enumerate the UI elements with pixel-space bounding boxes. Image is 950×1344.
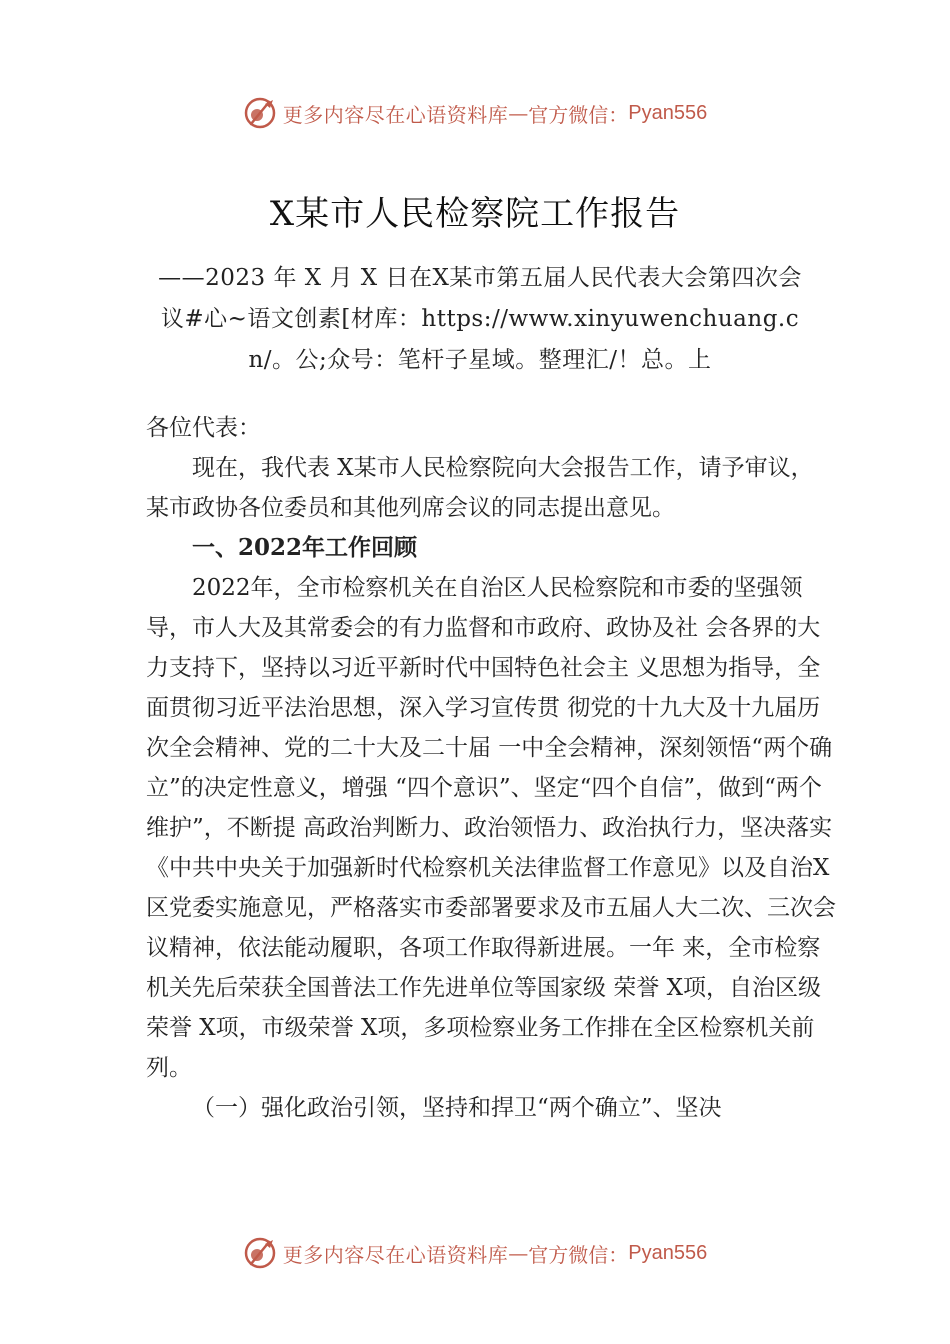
document-subtitle: ——2023 年 X 月 X 日在X某市第五届人民代表大会第四次会议#心~语文创素[材库：https://www.xinyuwenchuang.cn/。公;众号：笔杆子星域。整理汇/！总。上 xyxy=(158,265,802,373)
section-paragraph: 2022年，全市检察机关在自治区人民检察院和市委的坚强领导，市人大及其常委会的有力监督和市政府、政协及社 会各界的大力支持下，坚持以习近平新时代中国特色社会主 义思想为指导，全面贯彻习近平法治思想，深入学习宣传贯 彻党的十九大及十九届历次全会精神、党的二十大及二十届 一中全会精神，深刻领悟“两个确立”的决定性意义，增强 “四个意识”、坚定“四个自信”，做到“两个维护”，不断提 高政治判断力、政治领悟力、政治执行力，坚决落实《中共中央关于加强新时代检察机关法律监督工作意见》以及自治X区党委实施意见，严格落实市委部署要求及市五届人大二次、三次会议精神，依法能动履职，各项工作取得新进展。一年 来，全市检察机关先后荣获全国普法工作先进单位等国家级 荣誉 X项，自治区级荣誉 X项，市级荣誉 X项，多项检察业务工作排在全区检察机关前列。 xyxy=(146,575,836,1081)
footer-banner xyxy=(0,1236,950,1270)
quill-logo-icon xyxy=(243,96,277,130)
intro-paragraph: 现在，我代表 X某市人民检察院向大会报告工作，请予审议，某市政协各位委员和其他列席会议的同志提出意见。 xyxy=(146,455,814,521)
banner-text: 更多内容尽在心语资料库 xyxy=(282,1242,509,1267)
quill-logo-icon xyxy=(243,1236,277,1270)
banner-wechat-id: Pyan556 xyxy=(628,1241,708,1264)
banner-wechat-id: Pyan556 xyxy=(628,101,708,124)
salutation: 各位代表： xyxy=(146,415,261,441)
document-title: X某市人民检察院工作报告 xyxy=(269,194,681,234)
document-body xyxy=(146,408,836,1128)
banner-separator: — xyxy=(508,1241,529,1265)
banner-text: 更多内容尽在心语资料库 xyxy=(282,102,509,127)
banner-wechat-label: 官方微信： xyxy=(528,102,629,127)
section-heading: 一、2022年工作回顾 xyxy=(192,534,418,561)
subsection-heading: （一）强化政治引领，坚持和捍卫“两个确立”、坚决 xyxy=(192,1095,722,1121)
header-banner xyxy=(0,96,950,130)
banner-separator: — xyxy=(508,101,529,125)
banner-wechat-label: 官方微信： xyxy=(528,1242,629,1267)
